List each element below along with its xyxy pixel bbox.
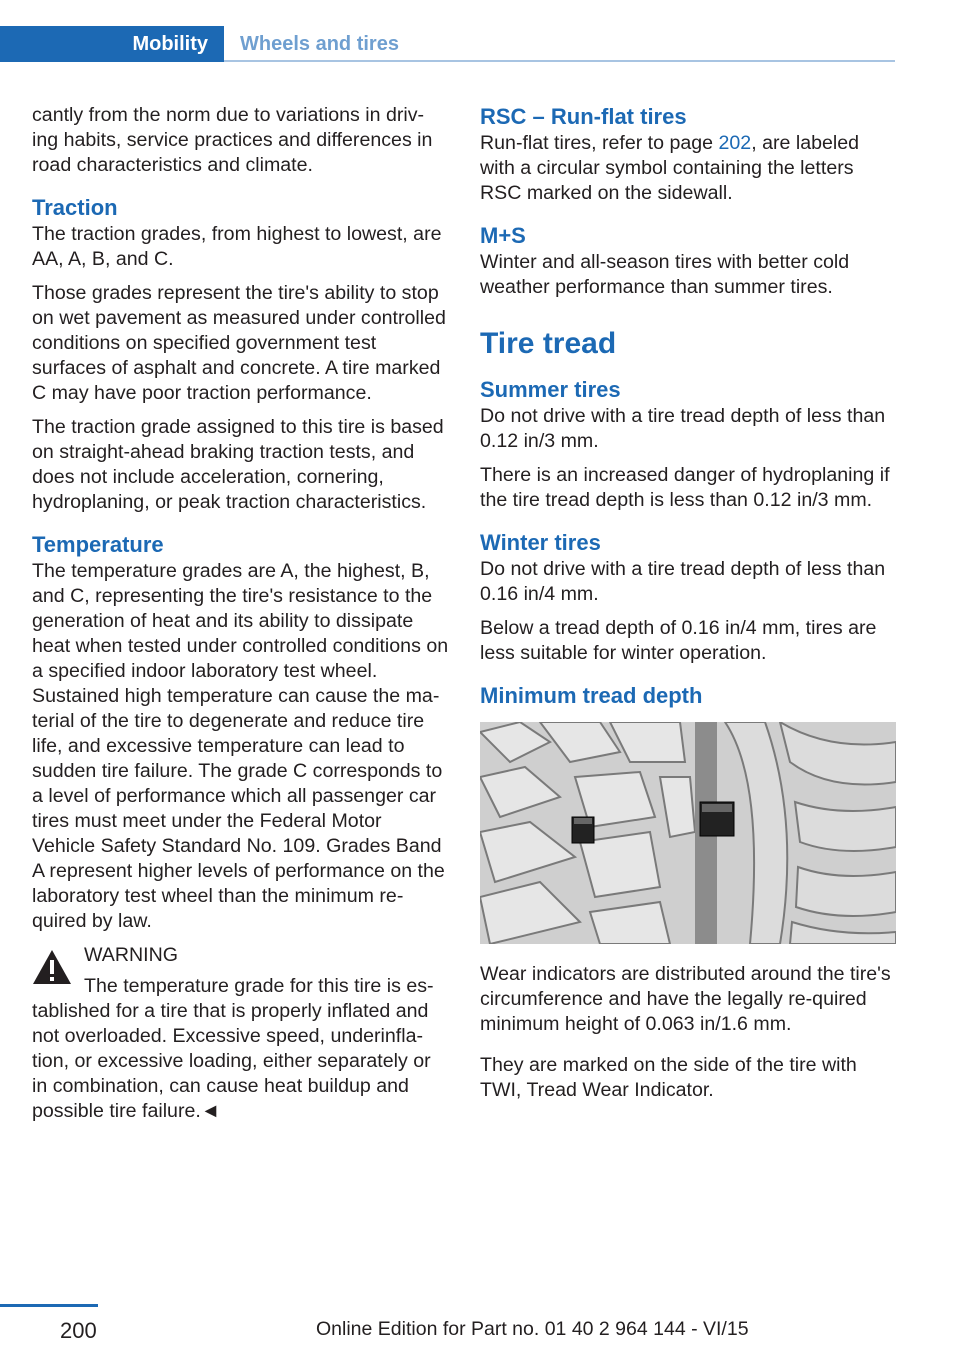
- temperature-section: [32, 531, 450, 934]
- rsc-section: [480, 103, 896, 206]
- winter-tires-paragraph-2: Below a tread depth of 0.16 in/4 mm, tires are less suitable for winter operation.: [480, 617, 877, 664]
- summer-tires-paragraph-1: Do not drive with a tire tread depth of less than 0.12 in/3 mm.: [480, 405, 886, 452]
- header-rule: [224, 60, 895, 62]
- rsc-heading: RSC – Run-flat tires: [480, 104, 687, 129]
- rsc-text-before: Run-flat tires, refer to page: [480, 132, 719, 154]
- tab-mobility-label: Mobility: [132, 32, 208, 55]
- minimum-tread-section: [480, 682, 896, 1103]
- traction-paragraph-3: The traction grade assigned to this tire is based on straight-ahead braking traction tests, and does not include acceleration, cornering, hydroplaning, or peak traction characteristics.: [32, 416, 444, 513]
- traction-heading: Traction: [32, 195, 118, 220]
- edition-text: Online Edition for Part no. 01 40 2 964 144 - VI/15: [316, 1318, 749, 1340]
- warning-box: [32, 943, 450, 1124]
- rsc-paragraph: [480, 131, 896, 206]
- winter-tires-heading: Winter tires: [480, 530, 601, 555]
- ms-heading: M+S: [480, 223, 526, 248]
- page-number: 200: [60, 1318, 97, 1343]
- tab-wheels-and-tires[interactable]: [240, 26, 399, 62]
- tire-tread-illustration: [480, 722, 896, 944]
- warning-text: tablished for a tire that is properly inflated and not overloaded. Excessive speed, underinfla-tion, or excessive loading, either separately or in combination, can cause heat buildup and possible tire failure.◄: [32, 1000, 431, 1122]
- warning-first-line: The temperature grade for this tire is es-: [84, 975, 434, 997]
- summer-tires-paragraph-2: There is an increased danger of hydroplaning if the tire tread depth is less than 0.12 in/3 mm.: [480, 464, 890, 511]
- traction-paragraph-2: Those grades represent the tire's ability to stop on wet pavement as measured under controlled conditions on specified government test surfaces of asphalt and concrete. A tire marked C may have poor traction performance.: [32, 282, 446, 404]
- temperature-paragraph: The temperature grades are A, the highest, B, and C, representing the tire's resistance to the generation of heat and its ability to dissipate heat when tested under controlled conditions on a specified indoor laboratory test wheel. Sustained high temperature can cause the ma-terial of the tire to degenerate and reduce tire life, and excessive temperature can lead to sudden tire failure. The grade C corresponds to a level of performance which all passenger car tires must meet under the Federal Motor Vehicle Safety Standard No. 109. Grades Band A represent higher levels of performance on the laboratory test wheel than the minimum re-quired by law.: [32, 560, 449, 932]
- warning-triangle-icon: [32, 949, 72, 985]
- tab-mobility[interactable]: [0, 26, 224, 62]
- ms-section: [480, 222, 896, 300]
- warning-title: WARNING: [84, 944, 178, 966]
- tire-tread-heading: Tire tread: [480, 327, 617, 360]
- right-column: [480, 103, 896, 1112]
- footer-rule: [0, 1304, 98, 1307]
- intro-paragraph: cantly from the norm due to variations in driv-ing habits, service practices and differences in road characteristics and climate.: [32, 104, 433, 176]
- minimum-tread-paragraph-1: Wear indicators are distributed around the tire's circumference and have the legally re-quired minimum height of 0.063 in/1.6 mm.: [480, 963, 891, 1035]
- tab-wheels-and-tires-label: Wheels and tires: [240, 32, 399, 55]
- traction-paragraph-1: The traction grades, from highest to lowest, are AA, A, B, and C.: [32, 223, 442, 270]
- winter-tires-section: [480, 529, 896, 666]
- winter-tires-paragraph-1: Do not drive with a tire tread depth of less than 0.16 in/4 mm.: [480, 558, 886, 605]
- rsc-text-after: , are labeled with a circular symbol containing the letters RSC marked on the sidewall.: [480, 132, 860, 204]
- summer-tires-section: [480, 376, 896, 513]
- left-column: [32, 103, 450, 1124]
- page-202-link[interactable]: 202: [718, 132, 752, 154]
- ms-paragraph: Winter and all-season tires with better cold weather performance than summer tires.: [480, 251, 850, 298]
- summer-tires-heading: Summer tires: [480, 377, 621, 402]
- temperature-heading: Temperature: [32, 532, 164, 557]
- minimum-tread-heading: Minimum tread depth: [480, 683, 703, 708]
- traction-section: [32, 194, 450, 515]
- minimum-tread-paragraph-2: They are marked on the side of the tire with TWI, Tread Wear Indicator.: [480, 1054, 857, 1101]
